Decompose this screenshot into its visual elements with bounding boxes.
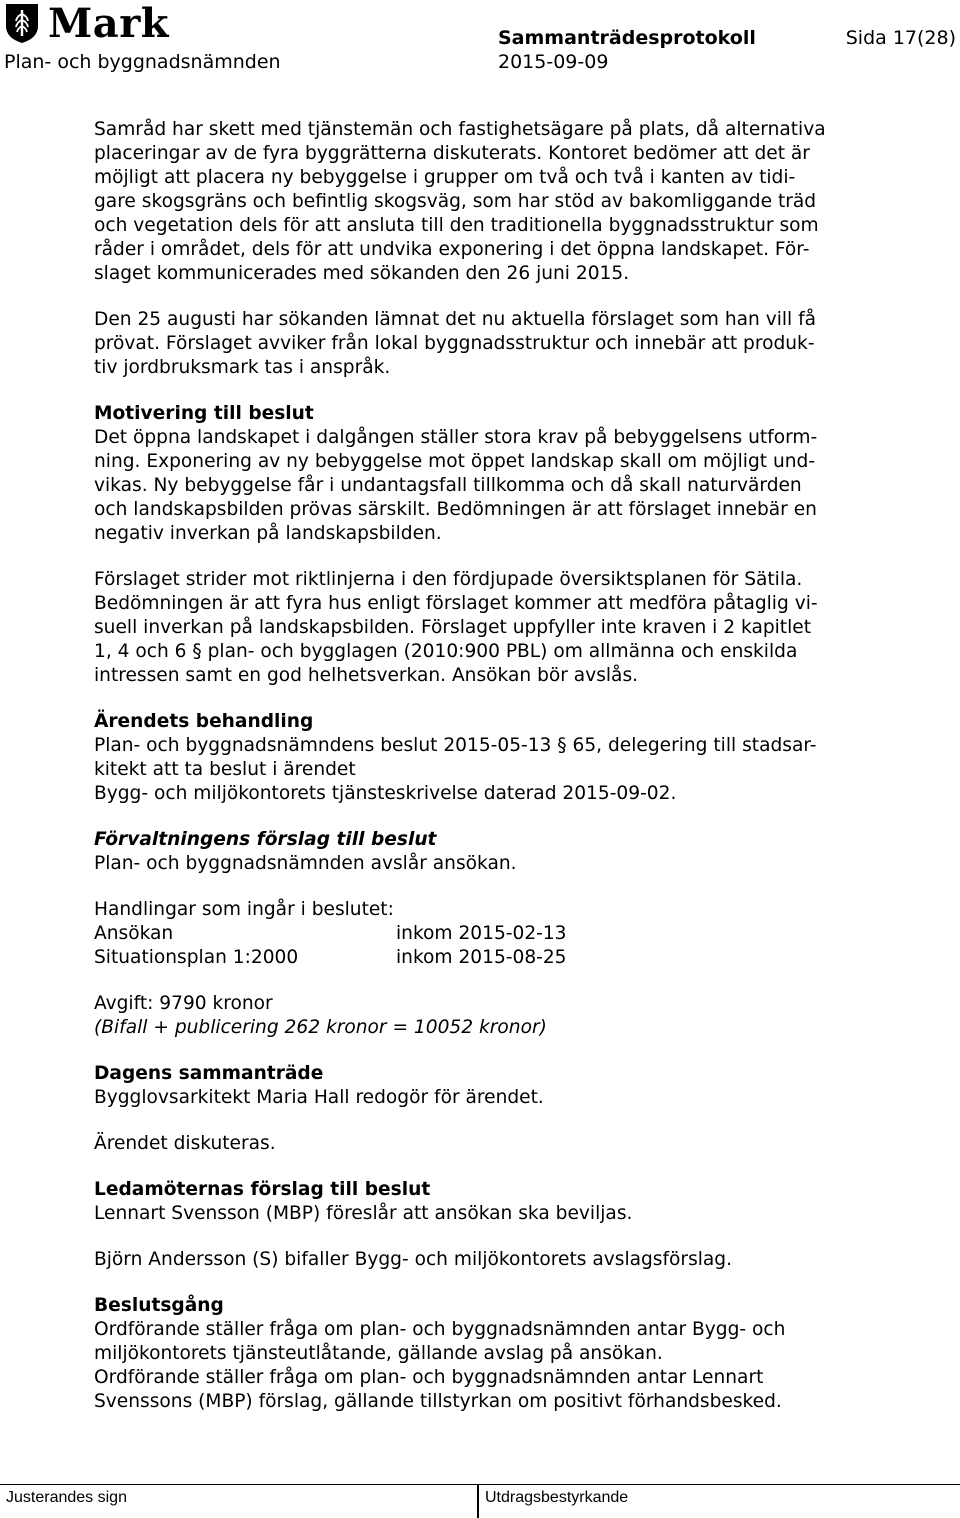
paragraph-beslutsgang	[94, 1318, 884, 1414]
utdragsbestyrkande-label: Utdragsbestyrkande	[485, 1489, 629, 1506]
text-line: möjligt att placera ny bebyggelse i grupper om två och två i kanten av tidi-	[94, 167, 796, 188]
behandling-heading: Ärendets behandling	[94, 711, 314, 732]
document-body	[94, 118, 884, 1414]
text-line: ning. Exponering av ny bebyggelse mot öppet landskap skall om möjligt und-	[94, 451, 816, 472]
text-line: Samråd har skett med tjänstemän och fastighetsägare på plats, då alternativa	[94, 119, 826, 140]
text-line: 1, 4 och 6 § plan- och bygglagen (2010:900 PBL) om allmänna och enskilda	[94, 641, 798, 662]
meeting-date: 2015-09-09	[498, 51, 609, 73]
avgift-note: (Bifall + publicering 262 kronor = 10052 kronor)	[94, 1017, 547, 1038]
text-line: råder i området, dels för att undvika exponering i det öppna landskapet. För-	[94, 239, 810, 260]
text-line: Ordförande ställer fråga om plan- och byggnadsnämnden antar Bygg- och	[94, 1319, 786, 1340]
paragraph-forslag: Plan- och byggnadsnämnden avslår ansökan.	[94, 853, 517, 874]
text-line: miljökontorets tjänsteutlåtande, gällande avslag på ansökan.	[94, 1343, 663, 1364]
text-line: intressen samt en god helhetsverkan. Ansökan bör avslås.	[94, 665, 639, 686]
text-line: vikas. Ny bebyggelse får i undantagsfall tillkomma och då skall naturvärden	[94, 475, 802, 496]
page-header	[0, 0, 960, 80]
page-number: Sida 17(28)	[845, 27, 956, 49]
text-line: suell inverkan på landskapsbilden. Förslaget uppfyller inte kraven i 2 kapitlet	[94, 617, 811, 638]
paragraph-samrad	[94, 118, 884, 286]
text-line: Den 25 augusti har sökanden lämnat det nu aktuella förslaget som han vill få	[94, 309, 817, 330]
forslag-heading: Förvaltningens förslag till beslut	[94, 829, 437, 850]
avgift: Avgift: 9790 kronor	[94, 993, 273, 1014]
text-line: slaget kommunicerades med sökanden den 26 juni 2015.	[94, 263, 630, 284]
motivering-heading: Motivering till beslut	[94, 403, 314, 424]
paragraph-dagens: Bygglovsarkitekt Maria Hall redogör för ärendet.	[94, 1087, 544, 1108]
handling-name: Situationsplan 1:2000	[94, 947, 299, 968]
ledamot-heading: Ledamöternas förslag till beslut	[94, 1179, 431, 1200]
text-line: tiv jordbruksmark tas i anspråk.	[94, 357, 391, 378]
paragraph-proposal	[94, 308, 884, 380]
text-line: kitekt att ta beslut i ärendet	[94, 759, 356, 780]
text-line: negativ inverkan på landskapsbilden.	[94, 523, 442, 544]
handling-name: Ansökan	[94, 923, 174, 944]
justerandes-sign-label: Justerandes sign	[6, 1489, 127, 1506]
text-line: Det öppna landskapet i dalgången ställer stora krav på bebyggelsens utform-	[94, 427, 818, 448]
dagens-heading: Dagens sammanträde	[94, 1063, 324, 1084]
text-line: Bygg- och miljökontorets tjänsteskrivelse daterad 2015-09-02.	[94, 783, 677, 804]
text-line: prövat. Förslaget avviker från lokal byggnadsstruktur och innebär att produk-	[94, 333, 815, 354]
handling-row	[94, 922, 884, 946]
text-line: och landskapsbilden prövas särskilt. Bedömningen är att förslaget innebär en	[94, 499, 817, 520]
text-line: gare skogsgräns och befintlig skogsväg, som har stöd av bakomliggande träd	[94, 191, 817, 212]
document-title: Sammanträdesprotokoll	[498, 27, 756, 49]
text-line: Bedömningen är att fyra hus enligt förslaget kommer att medföra påtaglig vi-	[94, 593, 818, 614]
coat-of-arms-icon	[4, 2, 40, 44]
text-line: placeringar av de fyra byggrätterna diskuterats. Kontoret bedömer att det är	[94, 143, 810, 164]
paragraph-behandling	[94, 734, 884, 806]
paragraph-ledamot: Lennart Svensson (MBP) föreslår att ansökan ska beviljas.	[94, 1203, 633, 1224]
paragraph-bifaller: Björn Andersson (S) bifaller Bygg- och miljökontorets avslagsförslag.	[94, 1249, 733, 1270]
logo-text: Mark	[48, 0, 169, 47]
handling-date: inkom 2015-02-13	[396, 923, 567, 944]
page-footer	[0, 1478, 960, 1518]
handling-date: inkom 2015-08-25	[396, 947, 567, 968]
paragraph-diskuteras: Ärendet diskuteras.	[94, 1133, 276, 1154]
footer-divider	[477, 1484, 479, 1518]
municipality-logo	[4, 2, 169, 46]
handlingar-label: Handlingar som ingår i beslutet:	[94, 899, 394, 920]
text-line: och vegetation dels för att ansluta till den traditionella byggnadsstruktur som	[94, 215, 819, 236]
text-line: Svenssons (MBP) förslag, gällande tillstyrkan om positivt förhandsbesked.	[94, 1391, 782, 1412]
paragraph-riktlinjer	[94, 568, 884, 688]
text-line: Förslaget strider mot riktlinjerna i den fördjupade översiktsplanen för Sätila.	[94, 569, 803, 590]
beslutsgang-heading: Beslutsgång	[94, 1295, 224, 1316]
footer-rule	[0, 1484, 960, 1485]
handling-row	[94, 946, 884, 970]
paragraph-motivering	[94, 426, 884, 546]
text-line: Plan- och byggnadsnämndens beslut 2015-05-13 § 65, delegering till stadsar-	[94, 735, 817, 756]
text-line: Ordförande ställer fråga om plan- och byggnadsnämnden antar Lennart	[94, 1367, 764, 1388]
board-name: Plan- och byggnadsnämnden	[4, 51, 281, 73]
